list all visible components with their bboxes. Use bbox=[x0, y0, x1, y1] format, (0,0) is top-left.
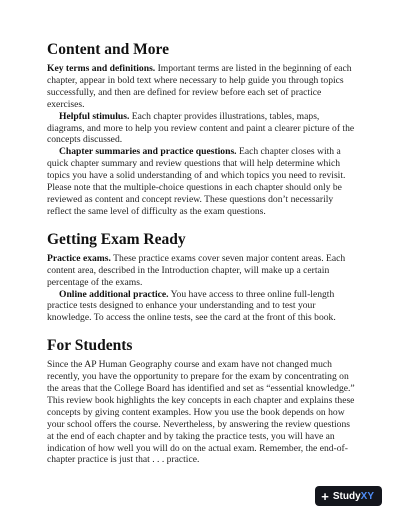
section-heading-content: Content and More bbox=[47, 41, 169, 58]
section-heading-students: For Students bbox=[47, 337, 133, 355]
paragraph-key-terms bbox=[47, 63, 359, 111]
term-helpful-stimulus: Helpful stimulus. bbox=[59, 110, 130, 122]
section-heading-exam-ready: Getting Exam Ready bbox=[47, 230, 186, 248]
term-online-practice: Online additional practice. bbox=[59, 288, 169, 300]
text-chapter-summaries: Each chapter closes with a quick chapter summary and review questions that will help determine which topics you have a solid understanding of and which topics you need to revisit. Please note that the multiple-choice questions in each chapter should only be reviewed as content and concept review. These questions don’t necessarily reflect the same level of difficulty as the exam questions. bbox=[47, 146, 346, 217]
paragraph-helpful-stimulus bbox=[47, 111, 359, 147]
paragraph-practice-exams bbox=[47, 253, 359, 289]
plus-icon: + bbox=[321, 488, 329, 504]
brand-name-xy: XY bbox=[360, 490, 374, 502]
document-page bbox=[47, 40, 359, 466]
text-online-practice: You have access to three online full-length practice tests designed to enhance your understanding and to test your knowledge. To access the online tests, see the card at the front of this book. bbox=[47, 288, 336, 324]
brand-name bbox=[333, 491, 374, 502]
term-key-terms: Key terms and definitions. bbox=[47, 63, 156, 74]
text-key-terms: Important terms are listed in the beginning of each chapter, appear in bold text where necessary to help guide you through topics successfully, and then are defined for review before each set of practice exercises. bbox=[47, 63, 352, 110]
paragraph-online-practice bbox=[47, 289, 359, 325]
term-practice-exams: Practice exams. bbox=[47, 252, 111, 264]
text-helpful-stimulus: Each chapter provides illustrations, tables, maps, diagrams, and more to help you review content and paint a clearer picture of the concepts discussed. bbox=[47, 110, 355, 146]
studyxy-logo bbox=[315, 486, 382, 506]
paragraph-chapter-summaries bbox=[47, 146, 359, 217]
paragraph-for-students: Since the AP Human Geography course and exam have not changed much recently, you have the opportunity to prepare for the exam by concentrating on the areas that the College Board has identified and set as “essential knowledge.” This review book highlights the key concepts in each chapter and explains these concepts by giving content examples. How you use the book depends on how your school offers the course. Nevertheless, by answering the review questions at the end of each chapter and by taking the practice tests, you will have an indication of how well you will do on the actual exam. Remember, the end-of-chapter practice is just that . . . practice. bbox=[47, 359, 355, 466]
term-chapter-summaries: Chapter summaries and practice questions. bbox=[59, 146, 237, 158]
text-practice-exams: These practice exams cover seven major content areas. Each content area, described in the Introduction chapter, will make up a certain percentage of the exams. bbox=[47, 252, 346, 288]
brand-name-study: Study bbox=[332, 490, 361, 502]
